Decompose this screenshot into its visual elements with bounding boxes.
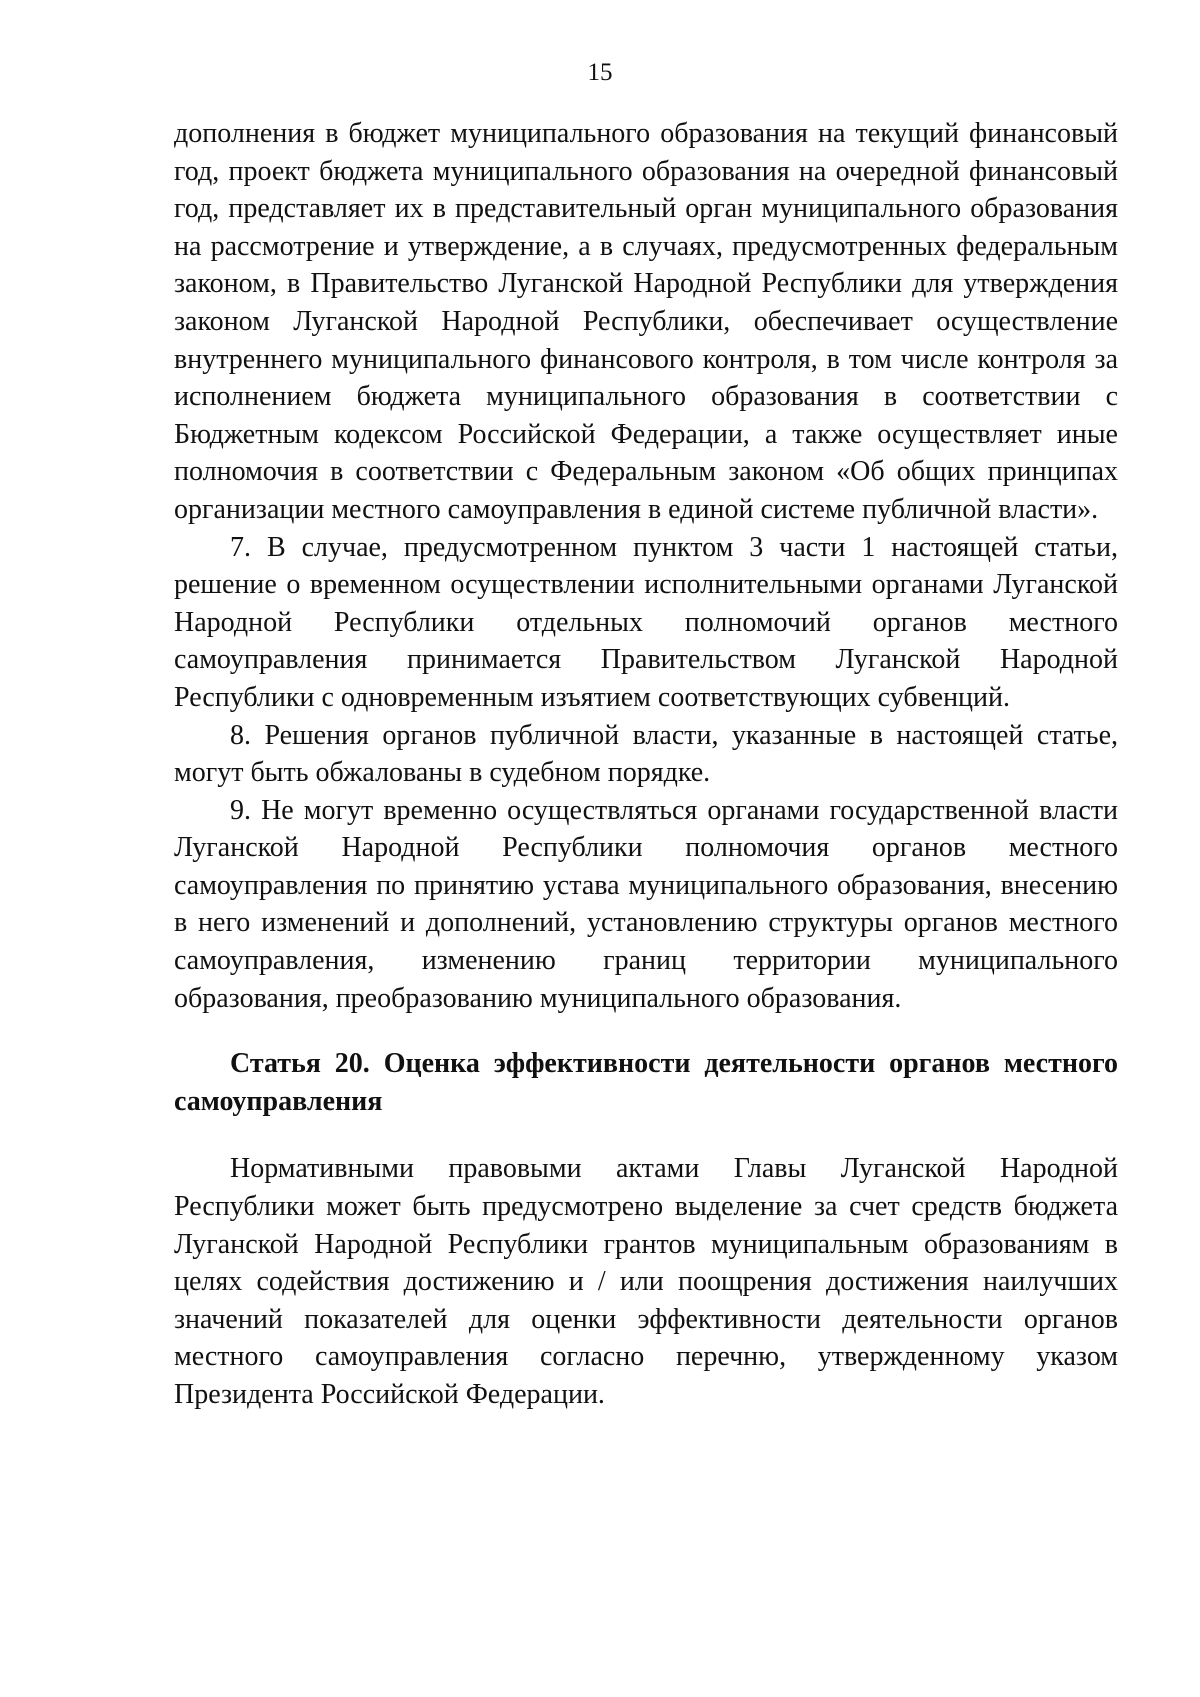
paragraph-continuation: дополнения в бюджет муниципального образования на текущий финансовый год, проект бюджета муниципального образования на очередной финансовый год, представляет их в представительный орган муниципального образования на рассмотрение и утверждение, а в случаях, предусмотренных федеральным законом, в Правительство Луганской Народной Республики для утверждения законом Луганской Народной Республики, обеспечивает осуществление внутреннего муниципального финансового контроля, в том числе контроля за исполнением бюджета муниципального образования в соответствии с Бюджетным кодексом Российской Федерации, а также осуществляет иные полномочия в соответствии с Федеральным законом «Об общих принципах организации местного самоуправления в единой системе публичной власти». (174, 118, 1118, 525)
article-20-paragraph: Нормативными правовыми актами Главы Луганской Народной Республики может быть предусмотрено выделение за счет средств бюджета Луганской Народной Республики грантов муниципальным образованиям в целях содействия достижению и / или поощрения достижения наилучших значений показателей для оценки эффективности деятельности органов местного самоуправления согласно перечню, утвержденному указом Президента Российской Федерации. (174, 1153, 1118, 1410)
page-number: 15 (587, 59, 613, 86)
paragraph-item-9: 9. Не могут временно осуществляться органами государственной власти Луганской Народной Республики полномочия органов местного самоуправления по принятию устава муниципального образования, внесению в него изменений и дополнений, установлению структуры органов местного самоуправления, изменению границ территории муниципального образования, преобразованию муниципального образования. (174, 794, 1118, 1014)
paragraph-item-8: 8. Решения органов публичной власти, указанные в настоящей статье, могут быть обжалованы в судебном порядке. (174, 719, 1118, 789)
document-body (174, 115, 1118, 1414)
article-20-heading: Статья 20. Оценка эффективности деятельности органов местного самоуправления (174, 1048, 1118, 1117)
paragraph-item-7: 7. В случае, предусмотренном пунктом 3 части 1 настоящей статьи, решение о временном осуществлении исполнительными органами Луганской Народной Республики отдельных полномочий органов местного самоуправления принимается Правительством Луганской Народной Республики с одновременным изъятием соответствующих субвенций. (174, 531, 1118, 713)
